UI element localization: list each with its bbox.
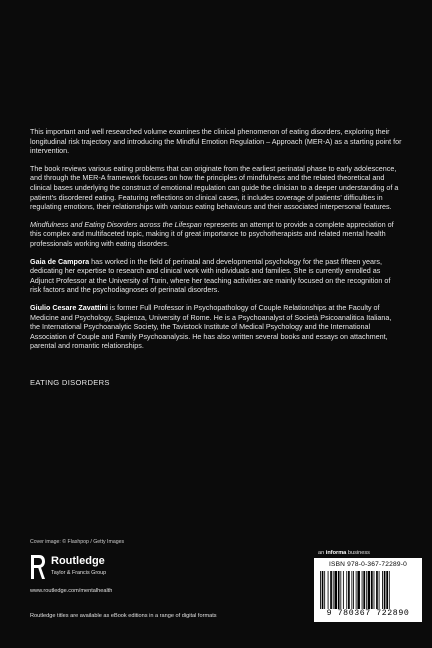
author-name-1: Gaia de Campora (30, 256, 90, 266)
author-bio-2-text: is former Full Professor in Psychopathology of Couple Relationships at the Faculty of Medicine and Psychology, Sapienza, University of Rome. He is a Psychoanalyst of Società Psicoanalitica Italiana, the International Psychoanalytic Society, the Tavistock Institute of Medical Psychology and the International Association of Couple and Family Psychoanalysis. He has also written several books and essays on attachment, parental and romantic relationships. (30, 302, 392, 351)
barcode-digits: 9 780367 722890 (326, 609, 410, 618)
blurb-paragraph-3 (30, 220, 402, 249)
publisher-url[interactable]: www.routledge.com/mentalhealth (30, 588, 113, 594)
subject-category: EATING DISORDERS (30, 378, 110, 387)
author-bio-2 (30, 303, 402, 351)
isbn-number: ISBN 978-0-367-72289-0 (328, 561, 408, 568)
barcode-icon (320, 571, 416, 609)
barcode-box (314, 558, 422, 622)
cover-image-credit: Cover image: © Flashpop / Getty Images (30, 539, 125, 545)
book-title: Mindfulness and Eating Disorders across the Lifespan (30, 219, 202, 229)
ebook-note: Routledge titles are available as eBook editions in a range of digital formats (30, 613, 217, 619)
author-name-2: Giulio Cesare Zavattini (30, 302, 108, 312)
routledge-logo-icon (30, 554, 46, 580)
blurb-paragraph-1: This important and well researched volume examines the clinical phenomenon of eating disorders, exploring their longitudinal risk trajectory and introducing the Mindful Emotion Regulation – Approach (MER-A) as a starting point for intervention. (30, 127, 402, 156)
informa-brand: informa (325, 550, 347, 556)
author-bio-1-text: has worked in the field of perinatal and developmental psychology for the past fifteen years, dedicating her expertise to research and clinical work with individuals and families. She is currently enrolled as Adjunct Professor at the University of Turin, where her teaching activities are mainly focused on the recognition of risk factors and the psychodiagnoses of perinatal disorders. (30, 256, 391, 295)
informa-prefix: an (318, 550, 326, 556)
blurb (30, 127, 402, 359)
author-bio-1 (30, 257, 402, 295)
informa-suffix: business (346, 550, 370, 556)
publisher-logo (30, 553, 190, 583)
publisher-name: Routledge (51, 555, 105, 567)
blurb-paragraph-3-text: represents an attempt to provide a complete appreciation of this complex and multifaceted topic, making it of great importance to psychotherapists and related mental health professionals working with eating disorders. (30, 219, 394, 248)
informa-business-label (318, 550, 370, 556)
blurb-paragraph-2: The book reviews various eating problems that can originate from the earliest perinatal phase to early adolescence, and through the MER-A framework focuses on how the principles of mindfulness and the related theoretical and clinical bases underlying the construct of emotional regulation can guide the clinician to a deeper understanding of a patient’s disordered eating. Featuring reflections on clinical cases, it includes coverage of patients’ difficulties in regulating emotions, their relationships with various eating behaviours and their associated interpersonal features. (30, 163, 399, 212)
publisher-group: Taylor & Francis Group (51, 570, 107, 576)
